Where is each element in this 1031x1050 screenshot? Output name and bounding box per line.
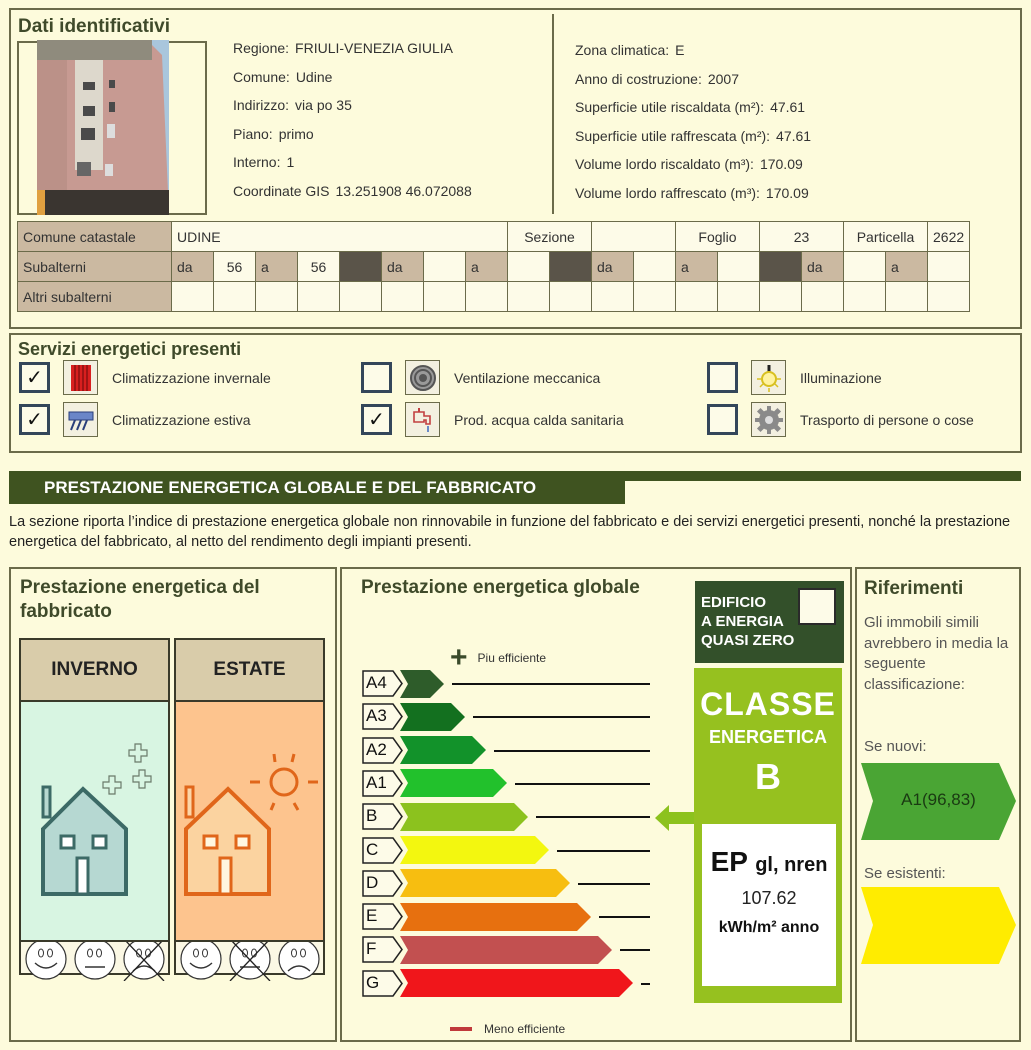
class-line <box>620 949 650 951</box>
classe-label: CLASSE <box>700 686 836 722</box>
faucet-icon <box>405 402 440 437</box>
nuovi-value: A1(96,83) <box>901 790 976 809</box>
winter-house-illustration <box>21 702 168 942</box>
service-item-invernale <box>19 360 271 395</box>
ep-value: 107.62 <box>741 888 797 908</box>
ep-box <box>702 824 836 986</box>
energy-class-row <box>362 769 507 798</box>
estate-card <box>174 638 325 975</box>
cell-empty <box>508 252 550 282</box>
class-bar <box>400 836 549 864</box>
class-bar <box>400 936 612 964</box>
cell-a: a <box>256 252 298 282</box>
table-row-subalterni <box>18 252 970 282</box>
class-bar <box>400 670 444 698</box>
class-line <box>599 916 650 918</box>
service-item-ventilazione <box>361 360 600 395</box>
info-anno: Anno di costruzione: 2007 <box>575 70 740 87</box>
cell-empty <box>718 252 760 282</box>
energy-class-row <box>362 969 633 998</box>
class-line <box>494 750 650 752</box>
class-label-tag: B <box>362 803 404 830</box>
class-label-tag: A4 <box>362 670 404 697</box>
class-bar <box>400 769 507 797</box>
radiator-icon <box>63 360 98 395</box>
info-left-column <box>233 40 472 212</box>
class-label-tag: A3 <box>362 703 404 730</box>
nuovi-class-arrow <box>861 763 1016 840</box>
energy-class-row <box>362 736 486 765</box>
particella-label: Particella <box>844 222 928 252</box>
cell-empty <box>424 252 466 282</box>
energy-class-row <box>362 836 549 865</box>
energy-class-row <box>362 702 465 731</box>
cell-da: da <box>592 252 634 282</box>
class-label-tag: E <box>362 903 404 930</box>
class-line <box>473 716 650 718</box>
foglio-value: 23 <box>760 222 844 252</box>
section-title: PRESTAZIONE ENERGETICA GLOBALE E DEL FABBRICATO <box>9 471 625 504</box>
divider <box>552 14 554 214</box>
service-label: Ventilazione meccanica <box>454 369 601 386</box>
house-icon <box>186 787 269 894</box>
info-piano: Piano: primo <box>233 125 314 142</box>
class-line <box>557 850 650 852</box>
inverno-label: INVERNO <box>21 640 168 702</box>
cell-empty <box>844 252 886 282</box>
neutral-face-crossed-icon <box>228 937 272 981</box>
sezione-label: Sezione <box>508 222 592 252</box>
cell-sub-a-value: 56 <box>298 252 340 282</box>
cell-da: da <box>382 252 424 282</box>
sad-face-crossed-icon <box>122 937 166 981</box>
class-bar <box>400 703 465 731</box>
lightbulb-icon <box>751 360 786 395</box>
cell-empty <box>634 252 676 282</box>
cell-empty <box>928 252 970 282</box>
checkbox-acqua-calda[interactable]: ✓ <box>361 404 392 435</box>
piu-efficiente-legend: + Piu efficiente <box>450 641 547 674</box>
cell-separator <box>550 252 592 282</box>
table-row-comune <box>18 222 970 252</box>
cell-separator <box>340 252 382 282</box>
servizi-title: Servizi energetici presenti <box>18 339 242 359</box>
nzeb-checkbox[interactable] <box>798 588 836 625</box>
energy-class-row <box>362 869 570 898</box>
cell-a: a <box>886 252 928 282</box>
ep-unit: kWh/m² anno <box>718 919 820 936</box>
table-row-altri <box>18 282 970 312</box>
sezione-value <box>592 222 676 252</box>
service-label: Prod. acqua calda sanitaria <box>454 411 624 428</box>
service-item-illuminazione <box>707 360 882 395</box>
info-vol-risc: Volume lordo riscaldato (m³): 170.09 <box>575 156 803 173</box>
sun-icon <box>250 754 318 810</box>
info-zona: Zona climatica: E <box>575 42 685 58</box>
class-line <box>452 683 650 685</box>
class-line <box>641 983 650 985</box>
info-sup-risc: Superficie utile riscaldata (m²): 47.61 <box>575 99 806 116</box>
class-label-tag: C <box>362 837 404 864</box>
energy-class-row <box>362 669 444 698</box>
comune-label: Comune catastale <box>18 222 172 252</box>
service-label: Trasporto di persone o cose <box>800 411 974 428</box>
classe-value: B <box>755 756 781 797</box>
info-sup-raff: Superficie utile raffrescata (m²): 47.61 <box>575 127 812 144</box>
service-item-estiva <box>19 402 251 437</box>
energy-class-row <box>362 935 612 964</box>
current-class-arrow-icon <box>655 805 697 836</box>
checkbox-invernale[interactable]: ✓ <box>19 362 50 393</box>
plus-icon: + <box>450 641 468 674</box>
checkbox-ventilazione[interactable] <box>361 362 392 393</box>
info-regione: Regione: FRIULI-VENEZIA GIULIA <box>233 40 453 56</box>
inverno-rating-faces <box>21 942 168 973</box>
energy-class-row <box>362 902 591 931</box>
air-conditioner-icon <box>63 402 98 437</box>
class-bar <box>400 736 486 764</box>
altri-label: Altri subalterni <box>18 282 172 312</box>
energetica-label: ENERGETICA <box>708 727 827 747</box>
esistenti-class-arrow <box>861 887 1016 964</box>
esistenti-label: Se esistenti: <box>864 865 946 882</box>
cell-a: a <box>466 252 508 282</box>
house-icon <box>43 787 126 894</box>
info-interno: Interno: 1 <box>233 154 295 171</box>
checkbox-trasporto[interactable] <box>707 404 738 435</box>
inverno-card <box>19 638 170 975</box>
class-label-tag: G <box>362 970 404 997</box>
riferimenti-title: Riferimenti <box>864 578 964 599</box>
class-line <box>536 816 650 818</box>
snowflake-icon <box>103 744 151 794</box>
comune-value: UDINE <box>172 222 508 252</box>
foglio-label: Foglio <box>676 222 760 252</box>
summer-house-illustration <box>176 702 323 942</box>
meno-efficiente-legend: Meno efficiente <box>450 1022 565 1036</box>
estate-rating-faces <box>176 942 323 973</box>
energy-class-row <box>362 802 528 831</box>
class-label-tag: F <box>362 936 404 963</box>
info-right-column <box>575 42 811 214</box>
nuovi-label: Se nuovi: <box>864 738 927 755</box>
happy-face-icon <box>179 937 223 981</box>
service-item-acqua-calda <box>361 402 624 437</box>
particella-value: 2622 <box>928 222 970 252</box>
globale-title: Prestazione energetica globale <box>361 577 640 598</box>
happy-face-icon <box>24 937 68 981</box>
cell-da: da <box>172 252 214 282</box>
class-bar <box>400 903 591 931</box>
service-label: Climatizzazione invernale <box>112 369 271 386</box>
fabbricato-title: Prestazione energetica del fabbricato <box>20 577 260 622</box>
subalterni-label: Subalterni <box>18 252 172 282</box>
nzeb-box: EDIFICIO A ENERGIA QUASI ZERO <box>695 581 844 663</box>
class-line <box>578 883 650 885</box>
ep-label: EP gl, nren <box>710 846 828 877</box>
class-bar <box>400 869 570 897</box>
service-label: Climatizzazione estiva <box>112 411 251 428</box>
dati-title: Dati identificativi <box>18 16 171 37</box>
cell-da: da <box>802 252 844 282</box>
servizi-panel <box>9 333 1022 453</box>
service-item-trasporto <box>707 402 974 437</box>
gear-icon <box>751 402 786 437</box>
checkbox-illuminazione[interactable] <box>707 362 738 393</box>
checkbox-estiva[interactable]: ✓ <box>19 404 50 435</box>
cell-sub-da-value: 56 <box>214 252 256 282</box>
sad-face-icon <box>277 937 321 981</box>
info-indirizzo: Indirizzo: via po 35 <box>233 97 352 114</box>
class-bar <box>400 803 528 831</box>
neutral-face-icon <box>73 937 117 981</box>
service-label: Illuminazione <box>800 369 882 386</box>
riferimenti-description: Gli immobili simili avrebbero in media la seguente classificazione: <box>864 614 1009 693</box>
minus-icon <box>450 1027 472 1031</box>
section-description: La sezione riporta l’indice di prestazione energetica globale non rinnovabile in funzione del fabbricato e dei servizi energetici presenti, nonché la prestazione energetica del fabbricato, al netto del rendimento degli impianti presenti. <box>9 514 1011 550</box>
info-coordinate: Coordinate GIS 13.251908 46.072088 <box>233 182 472 199</box>
estate-label: ESTATE <box>176 640 323 702</box>
class-label-tag: D <box>362 870 404 897</box>
cell-a: a <box>676 252 718 282</box>
class-label-tag: A2 <box>362 737 404 764</box>
info-vol-raff: Volume lordo raffrescato (m³): 170.09 <box>575 184 809 201</box>
class-label-tag: A1 <box>362 770 404 797</box>
cadastral-table <box>17 221 970 312</box>
class-line <box>515 783 650 785</box>
info-comune: Comune: Udine <box>233 68 333 85</box>
dati-identificativi-panel <box>9 8 1022 329</box>
fan-icon <box>405 360 440 395</box>
cell-separator <box>760 252 802 282</box>
class-bar <box>400 969 633 997</box>
building-photo <box>37 40 169 215</box>
